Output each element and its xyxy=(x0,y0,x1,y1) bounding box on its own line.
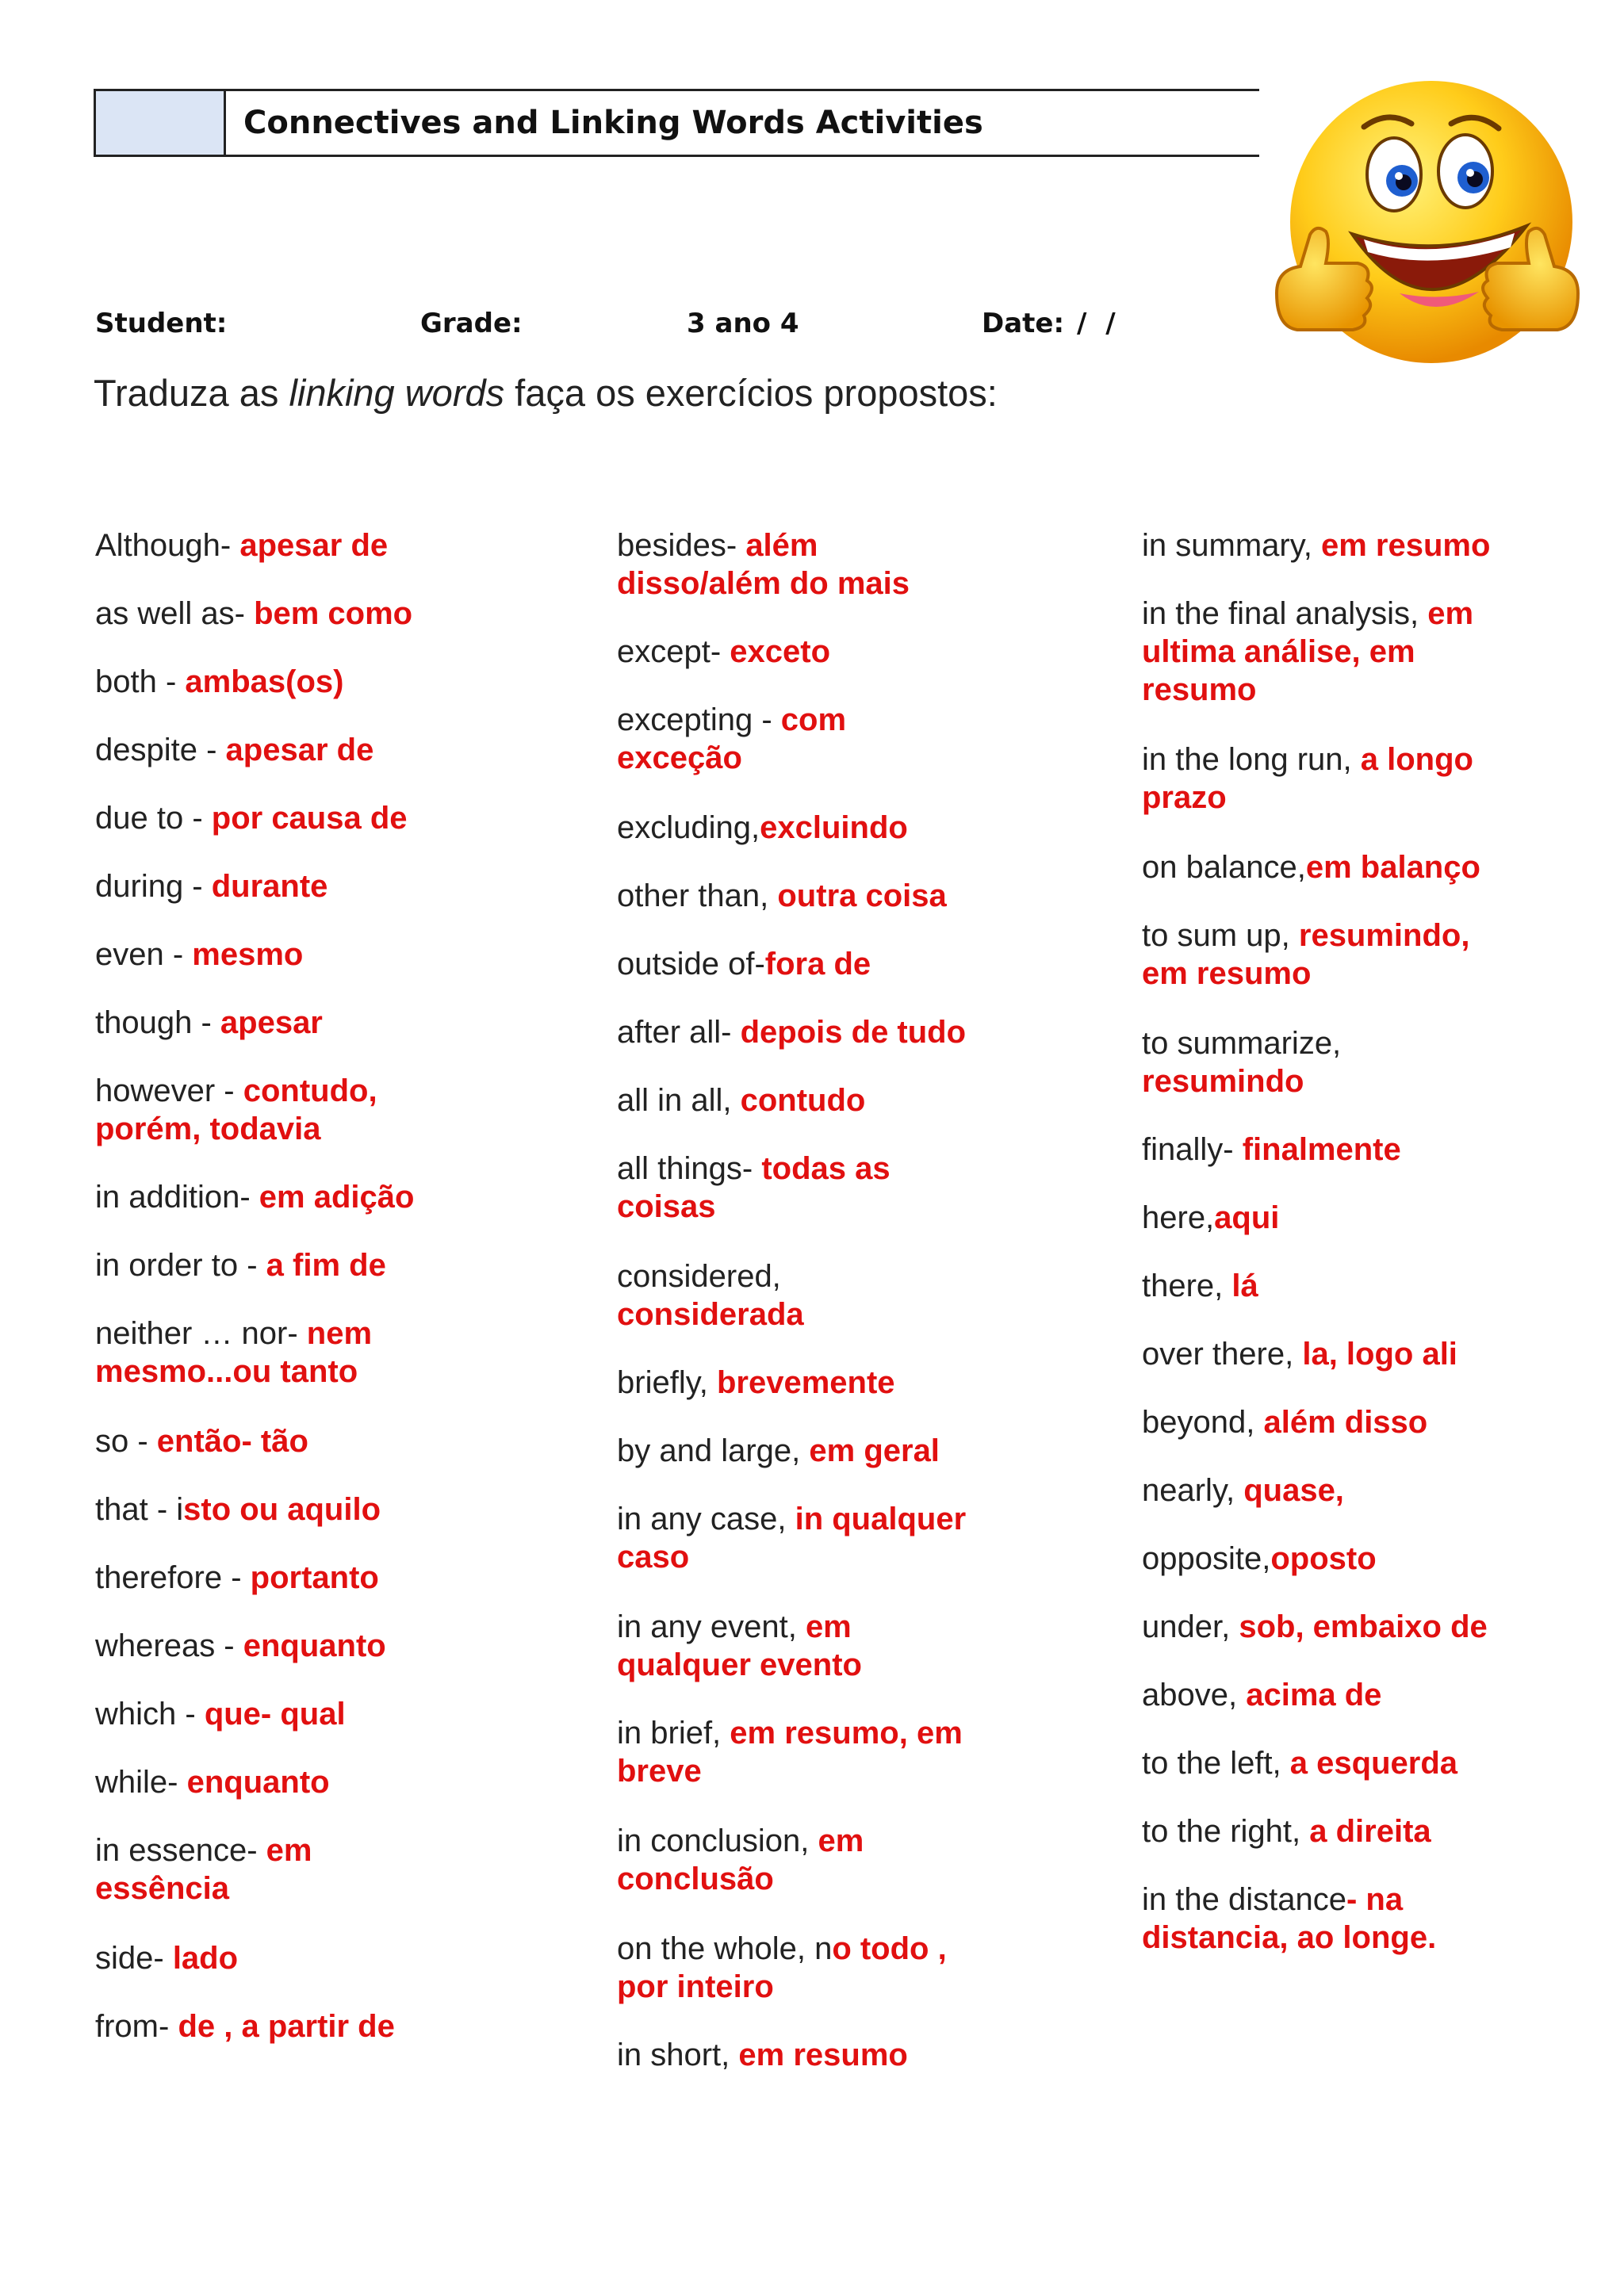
list-item: to the left, a esquerda xyxy=(1142,1746,1457,1781)
list-item: however - contudo, porém, todavia xyxy=(95,1073,377,1146)
date-value: / / xyxy=(1077,308,1120,339)
student-info-row xyxy=(0,308,1624,347)
list-item: both - ambas(os) xyxy=(95,664,344,699)
instruction-part2: faça os exercícios propostos: xyxy=(504,372,998,414)
list-item: opposite,oposto xyxy=(1142,1541,1377,1576)
list-item: though - apesar xyxy=(95,1005,323,1040)
list-item: excluding,excluindo xyxy=(617,810,908,845)
list-item: side- lado xyxy=(95,1941,239,1976)
list-item: in any event, em qualquer evento xyxy=(617,1609,862,1682)
list-item: beyond, além disso xyxy=(1142,1405,1428,1440)
list-item: in any case, in qualquer caso xyxy=(617,1502,967,1575)
date-label: Date: xyxy=(982,308,1065,339)
list-item: so - então- tão xyxy=(95,1424,308,1459)
list-item: to the right, a direita xyxy=(1142,1814,1431,1849)
list-item: by and large, em geral xyxy=(617,1433,940,1468)
list-item: Although- apesar de xyxy=(95,528,389,563)
list-item: on balance,em balanço xyxy=(1142,850,1480,885)
instruction-part1: Traduza as xyxy=(94,372,289,414)
list-item: finally- finalmente xyxy=(1142,1132,1401,1167)
list-item: due to - por causa de xyxy=(95,801,408,836)
page-title: Connectives and Linking Words Activities xyxy=(243,105,983,141)
title-color-swatch xyxy=(96,91,226,155)
list-item: neither … nor- nem mesmo...ou tanto xyxy=(95,1316,373,1389)
instruction-text xyxy=(94,371,998,415)
list-item: therefore - portanto xyxy=(95,1560,379,1595)
list-item: all things- todas as coisas xyxy=(617,1151,891,1224)
list-item: in conclusion, em conclusão xyxy=(617,1823,864,1896)
list-item: except- exceto xyxy=(617,634,831,669)
list-item: despite - apesar de xyxy=(95,733,374,767)
list-item: briefly, brevemente xyxy=(617,1365,895,1400)
list-item: even - mesmo xyxy=(95,937,304,972)
list-item: under, sob, embaixo de xyxy=(1142,1609,1488,1644)
list-item: all in all, contudo xyxy=(617,1083,866,1118)
list-item: excepting - com exceção xyxy=(617,702,847,775)
grade-label: Grade: xyxy=(420,308,523,339)
list-item: in essence- em essência xyxy=(95,1833,312,1906)
list-item: on the whole, no todo , por inteiro xyxy=(617,1931,947,2004)
student-label: Student: xyxy=(95,308,228,339)
list-item: above, acima de xyxy=(1142,1678,1382,1712)
grade-value: 3 ano 4 xyxy=(687,308,799,339)
list-item: there, lá xyxy=(1142,1269,1258,1303)
list-item: while- enquanto xyxy=(95,1765,330,1800)
list-item: during - durante xyxy=(95,869,328,904)
list-item: besides- além disso/além do mais xyxy=(617,528,910,601)
list-item: after all- depois de tudo xyxy=(617,1015,967,1050)
instruction-italic: linking words xyxy=(289,372,505,414)
list-item: in the distance- na distancia, ao longe. xyxy=(1142,1882,1437,1955)
list-item: in brief, em resumo, em breve xyxy=(617,1716,963,1789)
list-item: in short, em resumo xyxy=(617,2038,908,2072)
list-item: in addition- em adição xyxy=(95,1180,415,1215)
list-item: whereas - enquanto xyxy=(95,1628,386,1663)
list-item: in summary, em resumo xyxy=(1142,528,1491,563)
list-item: in the final analysis, em ultima análise, em resumo xyxy=(1142,596,1474,707)
list-item: from- de , a partir de xyxy=(95,2009,395,2044)
list-item: outside of-fora de xyxy=(617,947,871,982)
list-item: to sum up, resumindo, em resumo xyxy=(1142,918,1470,991)
list-item: considered, considerada xyxy=(617,1259,804,1332)
list-item: other than, outra coisa xyxy=(617,878,947,913)
list-item: in order to - a fim de xyxy=(95,1248,386,1283)
list-item: as well as- bem como xyxy=(95,596,413,631)
list-item: that - isto ou aquilo xyxy=(95,1492,381,1527)
list-item: which - que- qual xyxy=(95,1697,346,1732)
list-item: to summarize, resumindo xyxy=(1142,1026,1342,1099)
list-item: here,aqui xyxy=(1142,1200,1280,1235)
list-item: in the long run, a longo prazo xyxy=(1142,742,1473,815)
title-box xyxy=(94,89,1259,157)
list-item: over there, la, logo ali xyxy=(1142,1337,1457,1372)
list-item: nearly, quase, xyxy=(1142,1473,1344,1508)
